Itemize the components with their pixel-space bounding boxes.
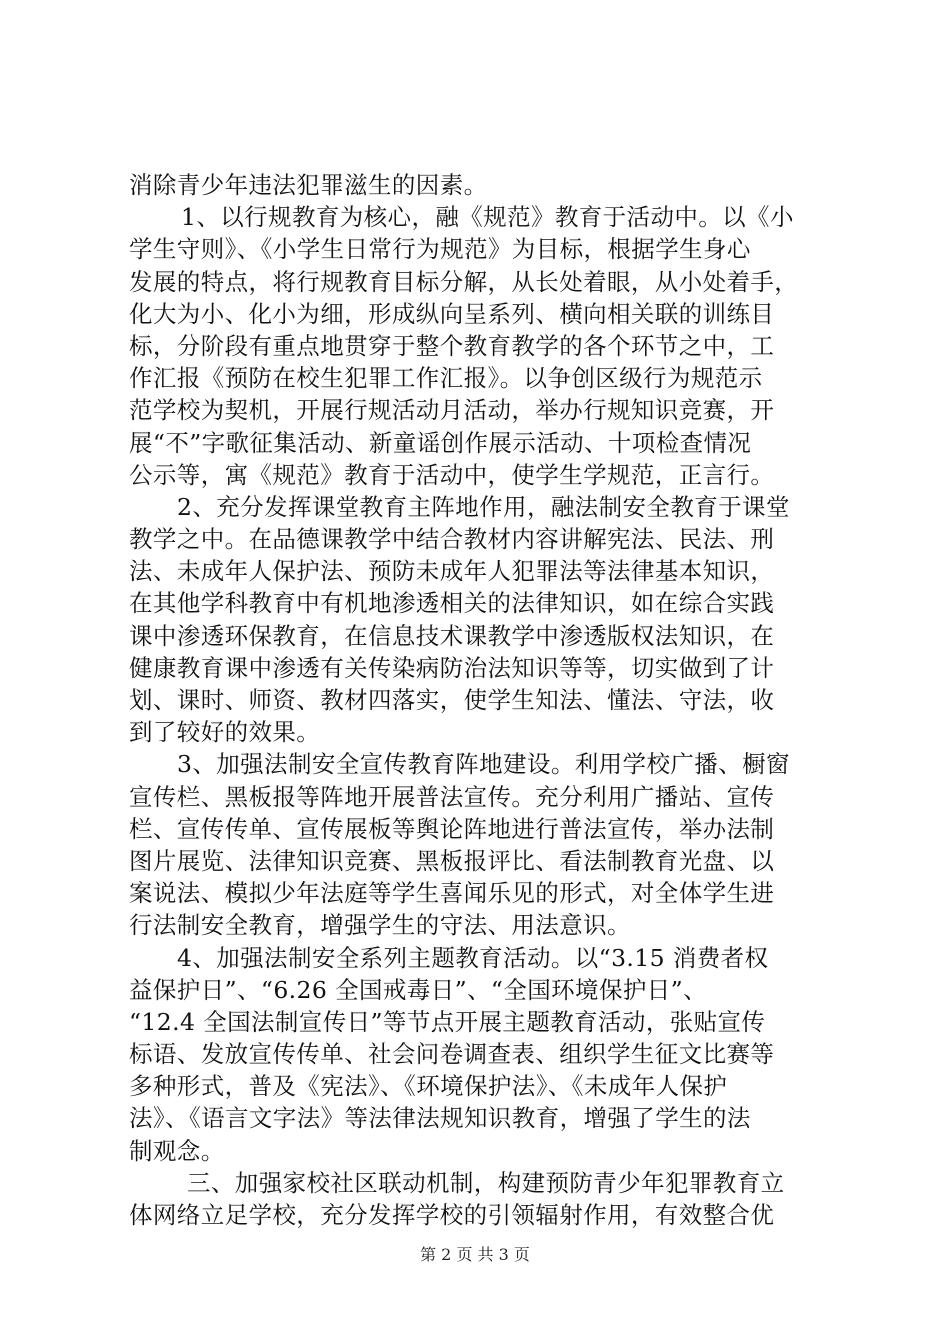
document-line: 1、以行规教育为核心，融《规范》教育于活动中。以《小 xyxy=(181,203,794,232)
document-line: 课中渗透环保教育，在信息技术课教学中渗透版权法知识，在 xyxy=(129,621,775,650)
document-line: 消除青少年违法犯罪滋生的因素。 xyxy=(129,171,488,199)
document-line: 公示等，寓《规范》教育于活动中，使学生学规范，正言行。 xyxy=(129,460,775,489)
document-line: 作汇报《预防在校生犯罪工作汇报》。以争创区级行为规范示 xyxy=(129,364,763,393)
document-line: 标语、发放宣传传单、社会问卷调查表、组织学生征文比赛等 xyxy=(129,1040,775,1069)
document-line: 宣传栏、黑板报等阵地开展普法宣传。充分利用广播站、宣传 xyxy=(129,782,775,811)
document-line: 发展的特点，将行规教育目标分解，从长处着眼，从小处着手， xyxy=(129,267,799,296)
page-footer: 第 2 页 共 3 页 xyxy=(420,1245,530,1264)
document-line: 教学之中。在品德课教学中结合教材内容讲解宪法、民法、刑 xyxy=(129,525,775,554)
document-line: 展“不”字歌征集活动、新童谣创作展示活动、十项检查情况 xyxy=(129,428,752,457)
document-line: 化大为小、化小为细，形成纵向呈系列、横向相关联的训练目 xyxy=(129,299,775,328)
document-body xyxy=(129,169,853,1231)
document-line: 4、加强法制安全系列主题教育活动。以“3.15 消费者权 xyxy=(177,943,769,972)
document-line: 法、未成年人保护法、预防未成年人犯罪法等法律基本知识， xyxy=(129,557,775,586)
document-line: 划、课时、师资、教材四落实，使学生知法、懂法、守法，收 xyxy=(129,686,775,714)
document-line: 制观念。 xyxy=(129,1136,225,1165)
document-line: 3、加强法制安全宣传教育阵地建设。利用学校广播、橱窗 xyxy=(177,750,790,779)
document-line: 多种形式，普及《宪法》、《环境保护法》、《未成年人保护 xyxy=(129,1072,728,1101)
document-line: 学生守则》、《小学生日常行为规范》为目标，根据学生身心 xyxy=(129,235,751,264)
document-line: 健康教育课中渗透有关传染病防治法知识等等，切实做到了计 xyxy=(129,653,775,682)
document-line: 标，分阶段有重点地贯穿于整个教育教学的各个环节之中，工 xyxy=(129,331,775,360)
document-line: 栏、宣传传单、宣传展板等舆论阵地进行普法宣传，举办法制 xyxy=(129,814,775,843)
document-line: 范学校为契机，开展行规活动月活动，举办行规知识竞赛，开 xyxy=(129,396,775,425)
document-line: 益保护日”、“6.26 全国戒毒日”、“全国环境保护日”、 xyxy=(129,975,707,1004)
document-line: 三、加强家校社区联动机制，构建预防青少年犯罪教育立 xyxy=(187,1168,785,1197)
document-line: 到了较好的效果。 xyxy=(129,718,321,747)
document-line: 2、充分发挥课堂教育主阵地作用，融法制安全教育于课堂 xyxy=(177,492,790,521)
document-line: “12.4 全国法制宣传日”等节点开展主题教育活动，张贴宣传 xyxy=(129,1007,766,1036)
document-line: 在其他学科教育中有机地渗透相关的法律知识，如在综合实践 xyxy=(129,589,775,618)
document-line: 行法制安全教育，增强学生的守法、用法意识。 xyxy=(129,911,631,940)
document-line: 法》、《语言文字法》等法律法规知识教育，增强了学生的法 xyxy=(129,1104,751,1133)
document-line: 图片展览、法律知识竞赛、黑板报评比、看法制教育光盘、以 xyxy=(129,846,775,875)
document-line: 体网络立足学校，充分发挥学校的引领辐射作用，有效整合优 xyxy=(129,1201,775,1229)
document-line: 案说法、模拟少年法庭等学生喜闻乐见的形式，对全体学生进 xyxy=(129,879,775,908)
